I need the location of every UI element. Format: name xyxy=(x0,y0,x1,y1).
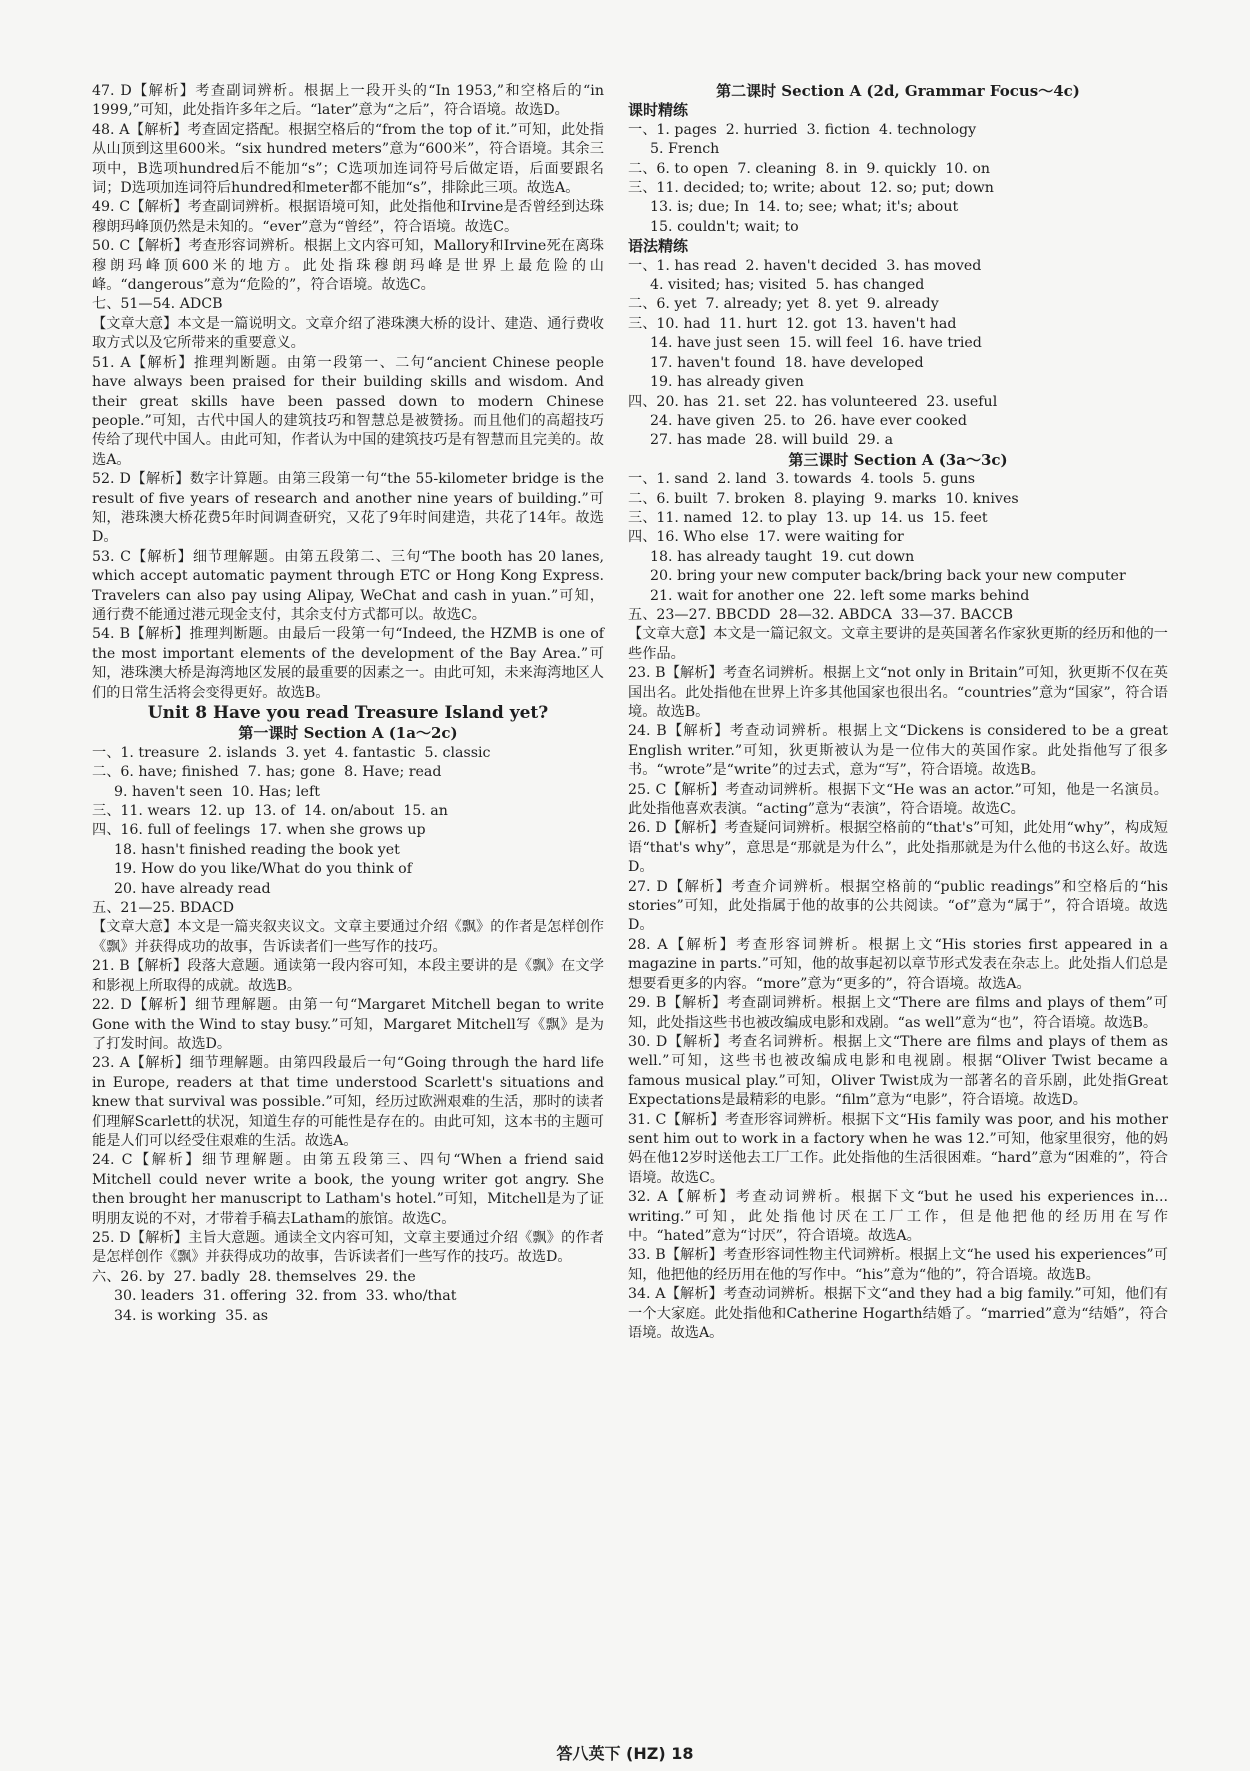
answer-line: 一、1. pages 2. hurried 3. fiction 4. technology xyxy=(628,121,977,138)
answer-line: 二、6. to open 7. cleaning 8. in 9. quickly 10. on xyxy=(628,160,991,177)
unit-heading: Unit 8 Have you read Treasure Island yet? xyxy=(147,703,549,723)
answer-line: 一、1. has read 2. haven't decided 3. has moved xyxy=(628,257,982,274)
answer-line: 【文章大意】本文是一篇说明文。文章介绍了港珠澳大桥的设计、建造、通行费收取方式以及它所带来的重要意义。 xyxy=(92,315,604,352)
answer-line: 五、23—27. BBCDD 28—32. ABDCA 33—37. BACCB xyxy=(628,606,1014,623)
answer-line: 24. B【解析】考查动词辨析。根据上文“Dickens is considered to be a great English writer.”可知，狄更斯被认为是一位伟大的英国作家。此处指他写了很多书。“wrote”是“write”的过去式，意为“写”，符合语境。故选B。 xyxy=(628,723,1173,779)
answer-line: 五、21—25. BDACD xyxy=(92,900,234,917)
answer-line: 51. A【解析】推理判断题。由第一段第一、二句“ancient Chinese people have always been praised for their building skills and wisdom. And their great skills have been passed down to modern Chinese people.”可知，古代中国人的建筑技巧和智慧总是被赞扬。而且他们的高超技巧传给了现代中国人。由此可知，作者认为中国的建筑技巧是有智慧而且完美的。故选A。 xyxy=(92,354,609,468)
answer-line: 21. B【解析】段落大意题。通读第一段内容可知，本段主要讲的是《飘》在文学和影视上所取得的成就。故选B。 xyxy=(92,958,604,994)
answer-line: 23. B【解析】考查名词辨析。根据上文“not only in Britain”可知，狄更斯不仅在英国出名。此处指他在世界上许多其他国家也很出名。“countries”意为“国家”，符合语境。故选B。 xyxy=(628,665,1168,720)
answer-line: 三、10. had 11. hurt 12. got 13. haven't had xyxy=(628,315,957,332)
answer-line: 28. A【解析】考查形容词辨析。根据上文“His stories first appeared in a magazine in parts.”可知，他的故事起初以章节形式发表在杂志上。此处指人们总是想要看更多的内容。“more”意为“更多的”，符合语境。故选A。 xyxy=(628,936,1173,992)
answer-line: 二、6. built 7. broken 8. playing 9. marks 10. knives xyxy=(628,490,1019,507)
answer-line: 【文章大意】本文是一篇夹叙夹议文。文章主要通过介绍《飘》的作者是怎样创作《飘》并获得成功的故事，告诉读者们一些写作的技巧。 xyxy=(92,919,604,955)
answer-line: 18. hasn't finished reading the book yet xyxy=(114,841,400,858)
answer-line: 三、11. wears 12. up 13. of 14. on/about 15. an xyxy=(92,803,448,820)
answer-line: 13. is; due; In 14. to; see; what; it's; about xyxy=(650,199,959,216)
section-heading: 第一课时 Section A (1a～2c) xyxy=(238,724,458,743)
answer-line: 三、11. named 12. to play 13. up 14. us 15. feet xyxy=(628,509,988,526)
answer-line: 31. C【解析】考查形容词辨析。根据下文“His family was poor, and his mother sent him out to work in a factory when he was 12.”可知，他家里很穷，他的妈妈在他12岁时送他去工厂工作。此处指他的生活很困难。“hard”意为“困难的”，符合语境。故选C。 xyxy=(628,1111,1173,1186)
answer-line: 20. bring your new computer back/bring back your new computer xyxy=(650,568,1126,585)
answer-line: 二、6. have; finished 7. has; gone 8. Have; read xyxy=(92,764,442,781)
section-heading: 语法精练 xyxy=(628,237,689,256)
answer-line: 47. D【解析】考查副词辨析。根据上一段开头的“In 1953,”和空格后的“in 1999,”可知，此处指许多年之后。“later”意为“之后”，符合语境。故选D。 xyxy=(92,83,609,119)
answer-line: 20. have already read xyxy=(114,880,271,897)
answer-line: 33. B【解析】考查形容词性物主代词辨析。根据上文“he used his experiences”可知，他把他的经历用在他的写作中。“his”意为“他的”，符合语境。故选B。 xyxy=(628,1247,1168,1283)
answer-line: 【文章大意】本文是一篇记叙文。文章主要讲的是英国著名作家狄更斯的经历和他的一些作品。 xyxy=(628,626,1168,662)
answer-line: 一、1. sand 2. land 3. towards 4. tools 5. guns xyxy=(628,471,976,488)
answer-line: 21. wait for another one 22. left some marks behind xyxy=(650,587,1030,604)
answer-line: 48. A【解析】考查固定搭配。根据空格后的“from the top of it.”可知，此处指从山顶到这里600米。“six hundred meters”意为“600米”，符合语境。其余三项中，B选项hundred后不能加“s”；C选项加连词符号后做定语，后面要跟名词；D选项加连词符后hundred和meter都不能加“s”，排除此三项。故选A。 xyxy=(92,121,604,197)
answer-line: 53. C【解析】细节理解题。由第五段第二、三句“The booth has 20 lanes, which accept automatic payment through ETC or Hong Kong Express. Travelers can also pay using Alipay, WeChat and cash in yuan.”可知，通行费不能通过港元现金支付，其余支付方式都可以。故选C。 xyxy=(92,548,609,623)
section-heading: 课时精练 xyxy=(628,101,689,120)
answer-line: 54. B【解析】推理判断题。由最后一段第一句“Indeed, the HZMB is one of the most important elements of the development of the Bay Area.”可知，港珠澳大桥是海湾地区发展的最重要的因素之一。由此可知，未来海湾地区人们的日常生活将会变得更好。故选B。 xyxy=(92,626,609,701)
answer-line: 四、16. Who else 17. were waiting for xyxy=(628,529,904,546)
answer-line: 六、26. by 27. badly 28. themselves 29. the xyxy=(92,1268,416,1285)
answer-line: 5. French xyxy=(650,141,720,158)
answer-line: 27. D【解析】考查介词辨析。根据空格前的“public readings”和空格后的“his stories”可知，此处指属于他的故事的公共阅读。“of”意为“属于”，符合语境。故选D。 xyxy=(628,878,1173,934)
left-column xyxy=(92,82,609,1326)
answer-line: 27. has made 28. will build 29. a xyxy=(650,432,894,449)
answer-line: 50. C【解析】考查形容词辨析。根据上文内容可知，Mallory和Irvine死在离珠穆朗玛峰顶600米的地方。此处指珠穆朗玛峰是世界上最危险的山峰。“dangerous”意为“危险的”，符合语境。故选C。 xyxy=(92,238,604,294)
answer-line: 34. is working 35. as xyxy=(114,1307,269,1324)
answer-line: 18. has already taught 19. cut down xyxy=(650,548,915,565)
answer-line: 49. C【解析】考查副词辨析。根据语境可知，此处指他和Irvine是否曾经到达珠穆朗玛峰顶仍然是未知的。“ever”意为“曾经”，符合语境。故选C。 xyxy=(92,199,604,235)
answer-line: 22. D【解析】细节理解题。由第一句“Margaret Mitchell began to write Gone with the Wind to stay busy.”可知，Margaret Mitchell写《飘》是为了打发时间。故选D。 xyxy=(92,997,609,1052)
answer-line: 一、1. treasure 2. islands 3. yet 4. fantastic 5. classic xyxy=(92,744,491,761)
answer-line: 23. A【解析】细节理解题。由第四段最后一句“Going through the hard life in Europe, readers at that time understood Scarlett's situations and knew that survival was possible.”可知，经历过欧洲艰难的生活，那时的读者们理解Scarlett的状况，知道生存的可能性是存在的。由此可知，这本书的主题可能是人们可以经受住艰难的生活。故选A。 xyxy=(92,1055,609,1149)
answer-line: 25. D【解析】主旨大意题。通读全文内容可知，文章主要通过介绍《飘》的作者是怎样创作《飘》并获得成功的故事，告诉读者们一些写作的技巧。故选D。 xyxy=(92,1229,604,1266)
answer-line: 四、20. has 21. set 22. has volunteered 23. useful xyxy=(628,393,998,410)
answer-line: 24. have given 25. to 26. have ever cooked xyxy=(650,412,967,429)
answer-line: 9. haven't seen 10. Has; left xyxy=(114,783,320,800)
answer-line: 25. C【解析】考查动词辨析。根据下文“He was an actor.”可知，他是一名演员。此处指他喜欢表演。“acting”意为“表演”，符合语境。故选C。 xyxy=(628,781,1168,818)
answer-line: 30. leaders 31. offering 32. from 33. who/that xyxy=(114,1288,457,1305)
section-heading: 第二课时 Section A (2d, Grammar Focus～4c) xyxy=(716,82,1080,100)
answer-line: 14. have just seen 15. will feel 16. have tried xyxy=(650,335,982,352)
answer-line: 30. D【解析】考查名词辨析。根据上文“There are films and plays of them as well.”可知，这些书也被改编成电影和电视剧。根据“Oliver Twist became a famous musical play.”可知，Oliver Twist成为一部著名的音乐剧，此处指Great Expectations是最精彩的电影。“film”意为“电影”，符合语境。故选D。 xyxy=(628,1033,1173,1109)
answer-line: 52. D【解析】数字计算题。由第三段第一句“the 55-kilometer bridge is the result of five years of research and another nine years of building.”可知，港珠澳大桥花费5年时间调查研究，又花了9年时间建造，共花了14年。故选D。 xyxy=(92,471,609,546)
answer-line: 34. A【解析】考查动词辨析。根据下文“and they had a big family.”可知，他们有一个大家庭。此处指他和Catherine Hogarth结婚了。“married”意为“结婚”，符合语境。故选A。 xyxy=(628,1286,1168,1341)
section-heading: 第三课时 Section A (3a～3c) xyxy=(788,450,1008,469)
answer-line: 19. How do you like/What do you think of xyxy=(114,861,412,878)
answer-line: 24. C【解析】细节理解题。由第五段第三、四句“When a friend said Mitchell could never write a book, the young writer got angry. She then brought her manuscript to Latham's hotel.”可知，Mitchell是为了证明朋友说的不对，才带着手稿去Latham的旅馆。故选C。 xyxy=(92,1152,609,1227)
answer-line: 三、11. decided; to; write; about 12. so; put; down xyxy=(628,180,994,197)
answer-line: 四、16. full of feelings 17. when she grows up xyxy=(92,822,426,839)
page-footer: 答八英下 (HZ) 18 xyxy=(556,1744,694,1763)
answer-line: 七、51—54. ADCB xyxy=(92,296,223,313)
answer-line: 15. couldn't; wait; to xyxy=(650,218,799,235)
answer-line: 19. has already given xyxy=(650,374,804,391)
answer-line: 26. D【解析】考查疑问词辨析。根据空格前的“that's”可知，此处用“why”，构成短语“that's why”，意思是“那就是为什么”，此处指那就是为什么他的书这么好。故选D。 xyxy=(628,820,1168,876)
answer-line: 二、6. yet 7. already; yet 8. yet 9. already xyxy=(628,296,939,313)
answer-line: 29. B【解析】考查副词辨析。根据上文“There are films and plays of them”可知，此处指这些书也被改编成电影和戏剧。“as well”意为“也”，符合语境。故选B。 xyxy=(628,995,1168,1031)
answer-line: 17. haven't found 18. have developed xyxy=(650,354,924,371)
answer-line: 4. visited; has; visited 5. has changed xyxy=(650,277,925,294)
answer-line: 32. A【解析】考查动词辨析。根据下文“but he used his experiences in... writing.”可知，此处指他讨厌在工厂工作，但是他把他的经历用在写作中。“hated”意为“讨厌”，符合语境。故选A。 xyxy=(628,1189,1173,1244)
right-column xyxy=(628,82,1173,1343)
